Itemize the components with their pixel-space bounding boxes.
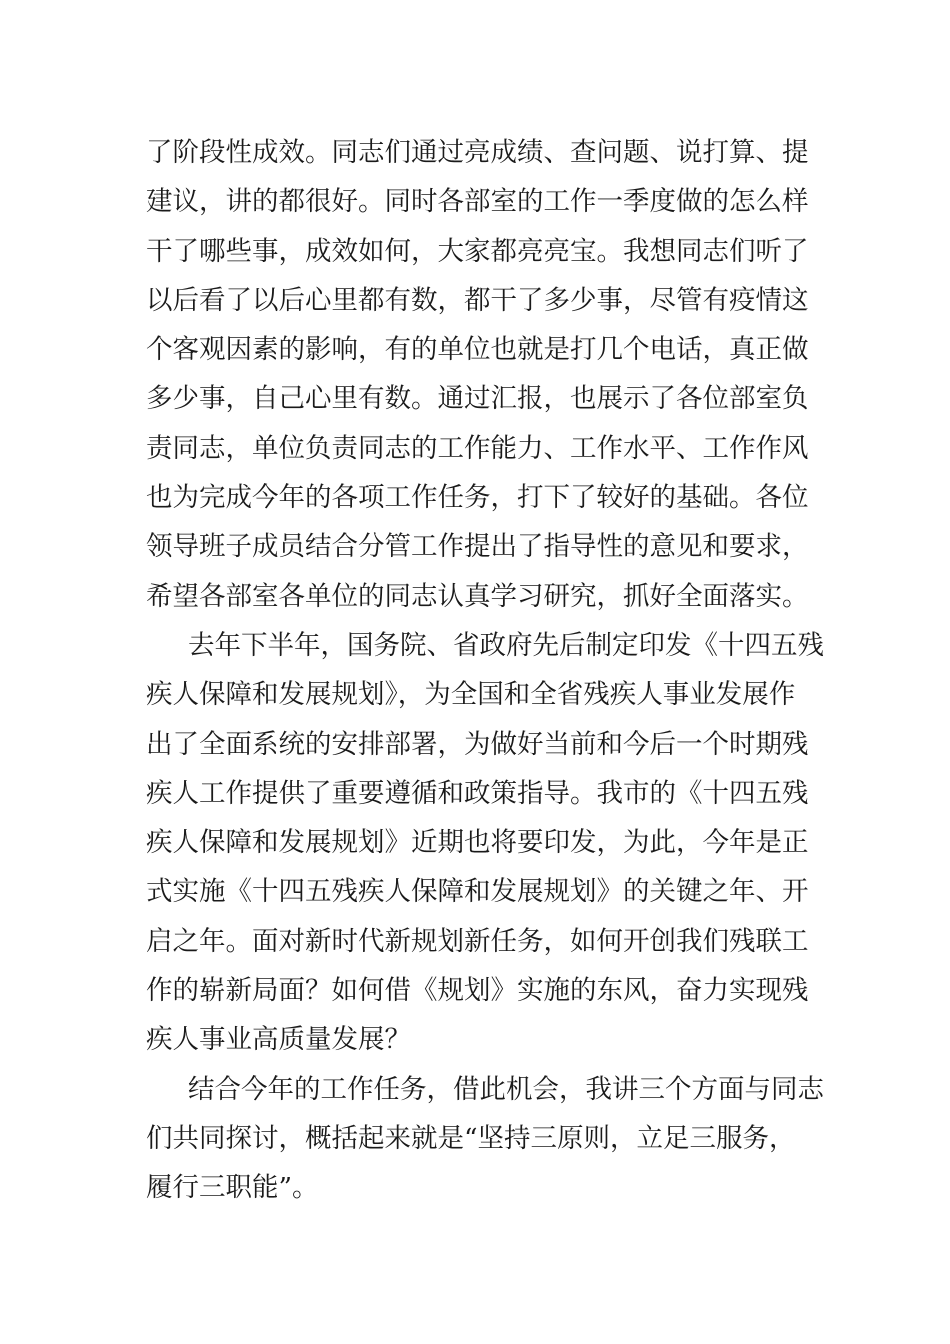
text-line: 出了全面系统的安排部署，为做好当前和今后一个时期残 — [146, 728, 809, 760]
paragraph-first-line: 去年下半年，国务院、省政府先后制定印发《十四五残 — [188, 629, 824, 661]
text-line: 式实施《十四五残疾人保障和发展规划》的关键之年、开 — [146, 876, 809, 908]
text-line: 疾人工作提供了重要遵循和政策指导。我市的《十四五残 — [146, 777, 809, 809]
text-line: 履行三职能”。 — [146, 1172, 319, 1204]
paragraph-first-line: 结合今年的工作任务，借此机会，我讲三个方面与同志 — [188, 1073, 824, 1105]
text-line: 个客观因素的影响，有的单位也就是打几个电话，真正做 — [146, 334, 809, 366]
document-body — [146, 128, 824, 1213]
text-line: 多少事，自己心里有数。通过汇报，也展示了各位部室负 — [146, 383, 809, 415]
text-line: 了阶段性成效。同志们通过亮成绩、查问题、说打算、提 — [146, 137, 809, 168]
text-line: 建议，讲的都很好。同时各部室的工作一季度做的怎么样 — [146, 186, 809, 218]
text-line: 责同志，单位负责同志的工作能力、工作水平、工作作风 — [146, 432, 809, 464]
text-line: 干了哪些事，成效如何，大家都亮亮宝。我想同志们听了 — [146, 235, 809, 267]
text-line: 作的崭新局面？如何借《规划》实施的东风，奋力实现残 — [146, 975, 809, 1007]
text-line: 以后看了以后心里都有数，都干了多少事，尽管有疫情这 — [146, 284, 809, 316]
text-line: 疾人保障和发展规划》近期也将要印发，为此，今年是正 — [146, 827, 809, 859]
text-line: 疾人事业高质量发展？ — [146, 1024, 411, 1056]
text-line: 们共同探讨，概括起来就是“坚持三原则，立足三服务， — [146, 1122, 796, 1154]
text-line: 领导班子成员结合分管工作提出了指导性的意见和要求， — [146, 531, 809, 563]
text-line: 启之年。面对新时代新规划新任务，如何开创我们残联工 — [146, 925, 809, 957]
text-line: 也为完成今年的各项工作任务，打下了较好的基础。各位 — [146, 482, 809, 514]
text-line: 疾人保障和发展规划》，为全国和全省残疾人事业发展作 — [146, 679, 796, 711]
text-line: 希望各部室各单位的同志认真学习研究，抓好全面落实。 — [146, 580, 809, 612]
